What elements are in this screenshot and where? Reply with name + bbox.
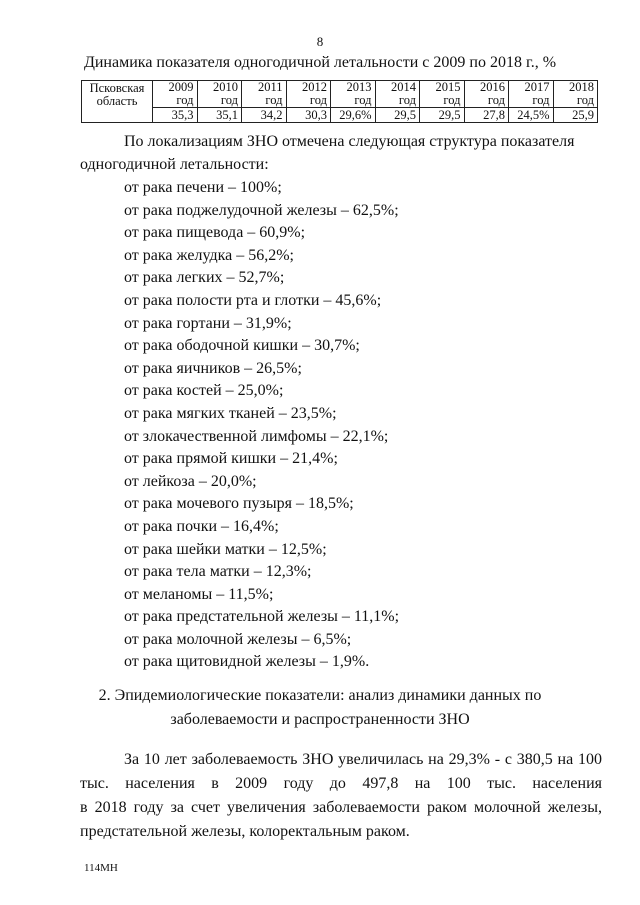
value-cell: 35,3 bbox=[153, 108, 198, 123]
year-header: 2013 год bbox=[331, 81, 376, 108]
list-item: от лейкоза – 20,0%; bbox=[124, 472, 257, 490]
region-label-cont: область bbox=[96, 94, 138, 108]
list-item: от меланомы – 11,5%; bbox=[124, 585, 274, 603]
value-cell: 27,8 bbox=[464, 108, 509, 123]
table-value-row bbox=[82, 108, 598, 123]
list-item: от рака яичников – 26,5%; bbox=[124, 359, 302, 377]
list-item: от злокачественной лимфомы – 22,1%; bbox=[124, 427, 389, 445]
region-cell bbox=[82, 81, 153, 123]
list-item: от рака желудка – 56,2%; bbox=[124, 246, 294, 264]
list-item: от рака шейки матки – 12,5%; bbox=[124, 540, 327, 558]
year-header: 2010 год bbox=[197, 81, 242, 108]
year-header: 2011 год bbox=[242, 81, 287, 108]
section-heading-line: 2. Эпидемиологические показатели: анализ динамики данных по bbox=[98, 687, 542, 704]
paragraph-line: предстательной железы, колоректальным раком. bbox=[80, 823, 410, 840]
value-cell: 25,9 bbox=[553, 108, 598, 123]
list-item: от рака предстательной железы – 11,1%; bbox=[124, 608, 400, 626]
value-cell: 29,6% bbox=[331, 108, 376, 123]
value-cell: 30,3 bbox=[286, 108, 331, 123]
list-item: от рака костей – 25,0%; bbox=[124, 382, 284, 400]
value-cell: 35,1 bbox=[197, 108, 242, 123]
value-cell: 34,2 bbox=[242, 108, 287, 123]
body-paragraph bbox=[80, 748, 602, 844]
year-header: 2016 год bbox=[464, 81, 509, 108]
list-item: от рака легких – 52,7%; bbox=[124, 269, 285, 287]
list-item: от рака ободочной кишки – 30,7%; bbox=[124, 337, 360, 355]
year-header: 2017 год bbox=[509, 81, 554, 108]
year-header: 2009 год bbox=[153, 81, 198, 108]
mortality-table bbox=[81, 80, 598, 123]
value-cell: 29,5 bbox=[375, 108, 420, 123]
list-item: от рака печени – 100%; bbox=[124, 179, 282, 196]
list-item: от рака тела матки – 12,3%; bbox=[124, 563, 312, 581]
list-item: от рака мягких тканей – 23,5%; bbox=[124, 404, 337, 422]
paragraph-line: тыс. населения в 2009 году до 497,8 на 100 тыс. населения bbox=[80, 775, 602, 792]
list-item: от рака гортани – 31,9%; bbox=[124, 314, 292, 332]
paragraph-line: в 2018 году за счет увеличения заболеваемости раком молочной железы, bbox=[80, 799, 602, 816]
footer-code: 114МН bbox=[84, 862, 118, 874]
intro-paragraph bbox=[80, 130, 602, 176]
list-item: от рака поджелудочной железы – 62,5%; bbox=[124, 201, 399, 219]
year-header: 2014 год bbox=[375, 81, 420, 108]
list-item: от рака почки – 16,4%; bbox=[124, 517, 279, 535]
section-heading-line: заболеваемости и распространенности ЗНО bbox=[170, 711, 470, 728]
value-cell: 24,5% bbox=[509, 108, 554, 123]
section-heading bbox=[0, 684, 640, 732]
value-cell: 29,5 bbox=[420, 108, 465, 123]
region-label: Псковская bbox=[89, 81, 145, 95]
table-title: Динамика показателя одногодичной летальности с 2009 по 2018 г., % bbox=[83, 54, 557, 71]
list-item: от рака щитовидной железы – 1,9%. bbox=[124, 653, 370, 671]
intro-line: По локализациям ЗНО отмечена следующая структура показателя bbox=[124, 133, 575, 150]
paragraph-line: За 10 лет заболеваемость ЗНО увеличилась на 29,3% - с 380,5 на 100 bbox=[124, 751, 602, 768]
list-item: от рака мочевого пузыря – 18,5%; bbox=[124, 495, 354, 513]
table-header-row bbox=[82, 81, 598, 108]
list-item: от рака полости рта и глотки – 45,6%; bbox=[124, 291, 382, 309]
localization-list bbox=[124, 177, 399, 674]
page-number: 8 bbox=[316, 34, 324, 49]
year-header: 2012 год bbox=[286, 81, 331, 108]
list-item: от рака молочной железы – 6,5%; bbox=[124, 630, 352, 648]
intro-line: одногодичной летальности: bbox=[80, 156, 269, 173]
year-header: 2018 год bbox=[553, 81, 598, 108]
list-item: от рака прямой кишки – 21,4%; bbox=[124, 450, 338, 468]
list-item: от рака пищевода – 60,9%; bbox=[124, 224, 306, 242]
year-header: 2015 год bbox=[420, 81, 465, 108]
